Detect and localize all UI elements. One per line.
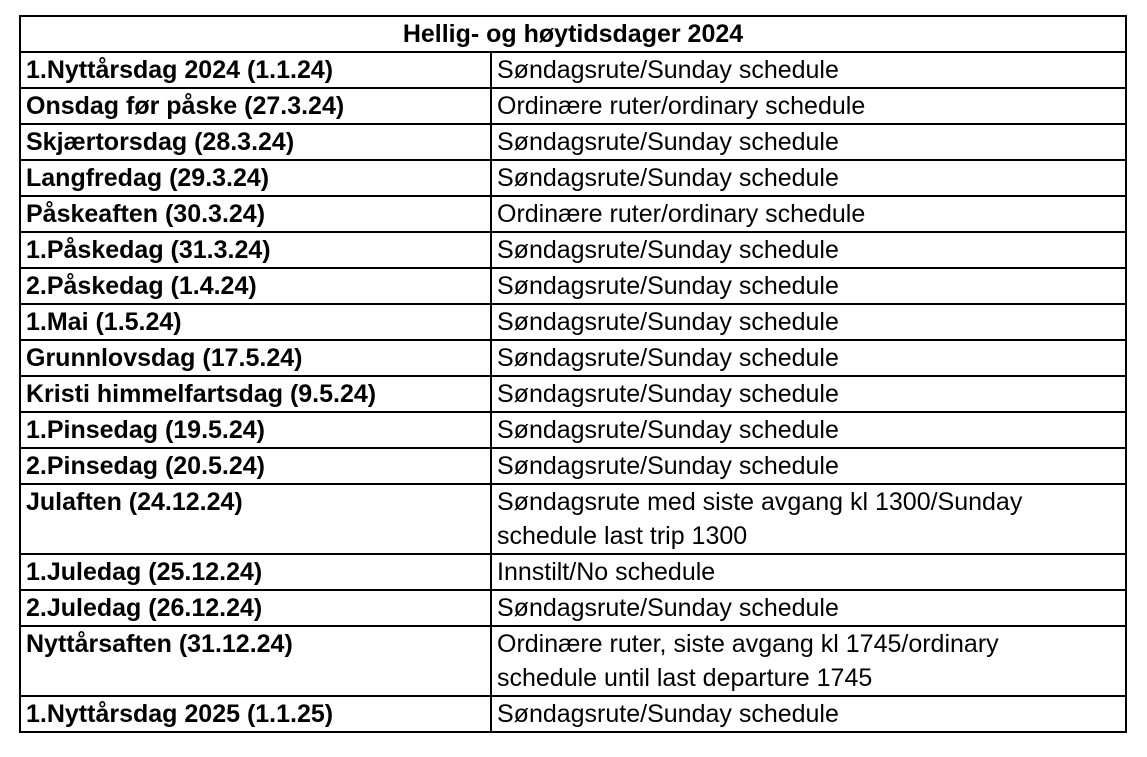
holiday-schedule: Ordinære ruter/ordinary schedule bbox=[491, 88, 1126, 124]
holiday-name: 1.Nyttårsdag 2025 (1.1.25) bbox=[20, 696, 491, 732]
holiday-schedule: Søndagsrute/Sunday schedule bbox=[491, 160, 1126, 196]
table-row bbox=[20, 412, 1126, 448]
holiday-schedule: Søndagsrute/Sunday schedule bbox=[491, 696, 1126, 732]
holiday-name: Nyttårsaften (31.12.24) bbox=[20, 626, 491, 696]
holiday-schedule: Søndagsrute/Sunday schedule bbox=[491, 340, 1126, 376]
table-row bbox=[20, 88, 1126, 124]
holiday-name: 1.Mai (1.5.24) bbox=[20, 304, 491, 340]
schedule-line: Søndagsrute med siste avgang kl 1300/Sunday bbox=[497, 488, 1023, 516]
holiday-schedule: Innstilt/No schedule bbox=[491, 554, 1126, 590]
table-row bbox=[20, 626, 1126, 696]
table-row bbox=[20, 232, 1126, 268]
table-row bbox=[20, 268, 1126, 304]
table-row bbox=[20, 304, 1126, 340]
holiday-schedule bbox=[491, 626, 1126, 696]
table-row bbox=[20, 696, 1126, 732]
schedule-line: schedule until last departure 1745 bbox=[497, 664, 873, 692]
holiday-name: 1.Juledag (25.12.24) bbox=[20, 554, 491, 590]
table-row bbox=[20, 554, 1126, 590]
schedule-line: schedule last trip 1300 bbox=[497, 522, 748, 550]
holiday-name: 1.Nyttårsdag 2024 (1.1.24) bbox=[20, 52, 491, 88]
holiday-schedule: Søndagsrute/Sunday schedule bbox=[491, 448, 1126, 484]
holiday-schedule: Ordinære ruter/ordinary schedule bbox=[491, 196, 1126, 232]
holiday-name: Påskeaften (30.3.24) bbox=[20, 196, 491, 232]
holiday-schedule: Søndagsrute/Sunday schedule bbox=[491, 52, 1126, 88]
holiday-schedule: Søndagsrute/Sunday schedule bbox=[491, 376, 1126, 412]
table-row bbox=[20, 196, 1126, 232]
holiday-schedule: Søndagsrute/Sunday schedule bbox=[491, 124, 1126, 160]
holiday-schedule bbox=[491, 484, 1126, 554]
holiday-name: Onsdag før påske (27.3.24) bbox=[20, 88, 491, 124]
holiday-schedule: Søndagsrute/Sunday schedule bbox=[491, 232, 1126, 268]
holiday-schedule: Søndagsrute/Sunday schedule bbox=[491, 268, 1126, 304]
holiday-name: Julaften (24.12.24) bbox=[20, 484, 491, 554]
holiday-name: Kristi himmelfartsdag (9.5.24) bbox=[20, 376, 491, 412]
holiday-schedule: Søndagsrute/Sunday schedule bbox=[491, 412, 1126, 448]
table-title: Hellig- og høytidsdager 2024 bbox=[20, 16, 1126, 52]
holiday-name: 2.Juledag (26.12.24) bbox=[20, 590, 491, 626]
holiday-name: 2.Pinsedag (20.5.24) bbox=[20, 448, 491, 484]
holiday-name: Langfredag (29.3.24) bbox=[20, 160, 491, 196]
table-row bbox=[20, 448, 1126, 484]
table-row bbox=[20, 376, 1126, 412]
schedule-line: Ordinære ruter, siste avgang kl 1745/ordinary bbox=[497, 630, 999, 658]
holiday-name: Grunnlovsdag (17.5.24) bbox=[20, 340, 491, 376]
holiday-name: 1.Påskedag (31.3.24) bbox=[20, 232, 491, 268]
table-row bbox=[20, 340, 1126, 376]
table-row bbox=[20, 160, 1126, 196]
table-row bbox=[20, 484, 1126, 554]
holiday-schedule: Søndagsrute/Sunday schedule bbox=[491, 304, 1126, 340]
table-row bbox=[20, 52, 1126, 88]
table-row bbox=[20, 124, 1126, 160]
holiday-name: Skjærtorsdag (28.3.24) bbox=[20, 124, 491, 160]
holiday-schedule-table bbox=[19, 15, 1127, 733]
holiday-name: 1.Pinsedag (19.5.24) bbox=[20, 412, 491, 448]
table-title-row bbox=[20, 16, 1126, 52]
holiday-schedule: Søndagsrute/Sunday schedule bbox=[491, 590, 1126, 626]
table-row bbox=[20, 590, 1126, 626]
holiday-name: 2.Påskedag (1.4.24) bbox=[20, 268, 491, 304]
